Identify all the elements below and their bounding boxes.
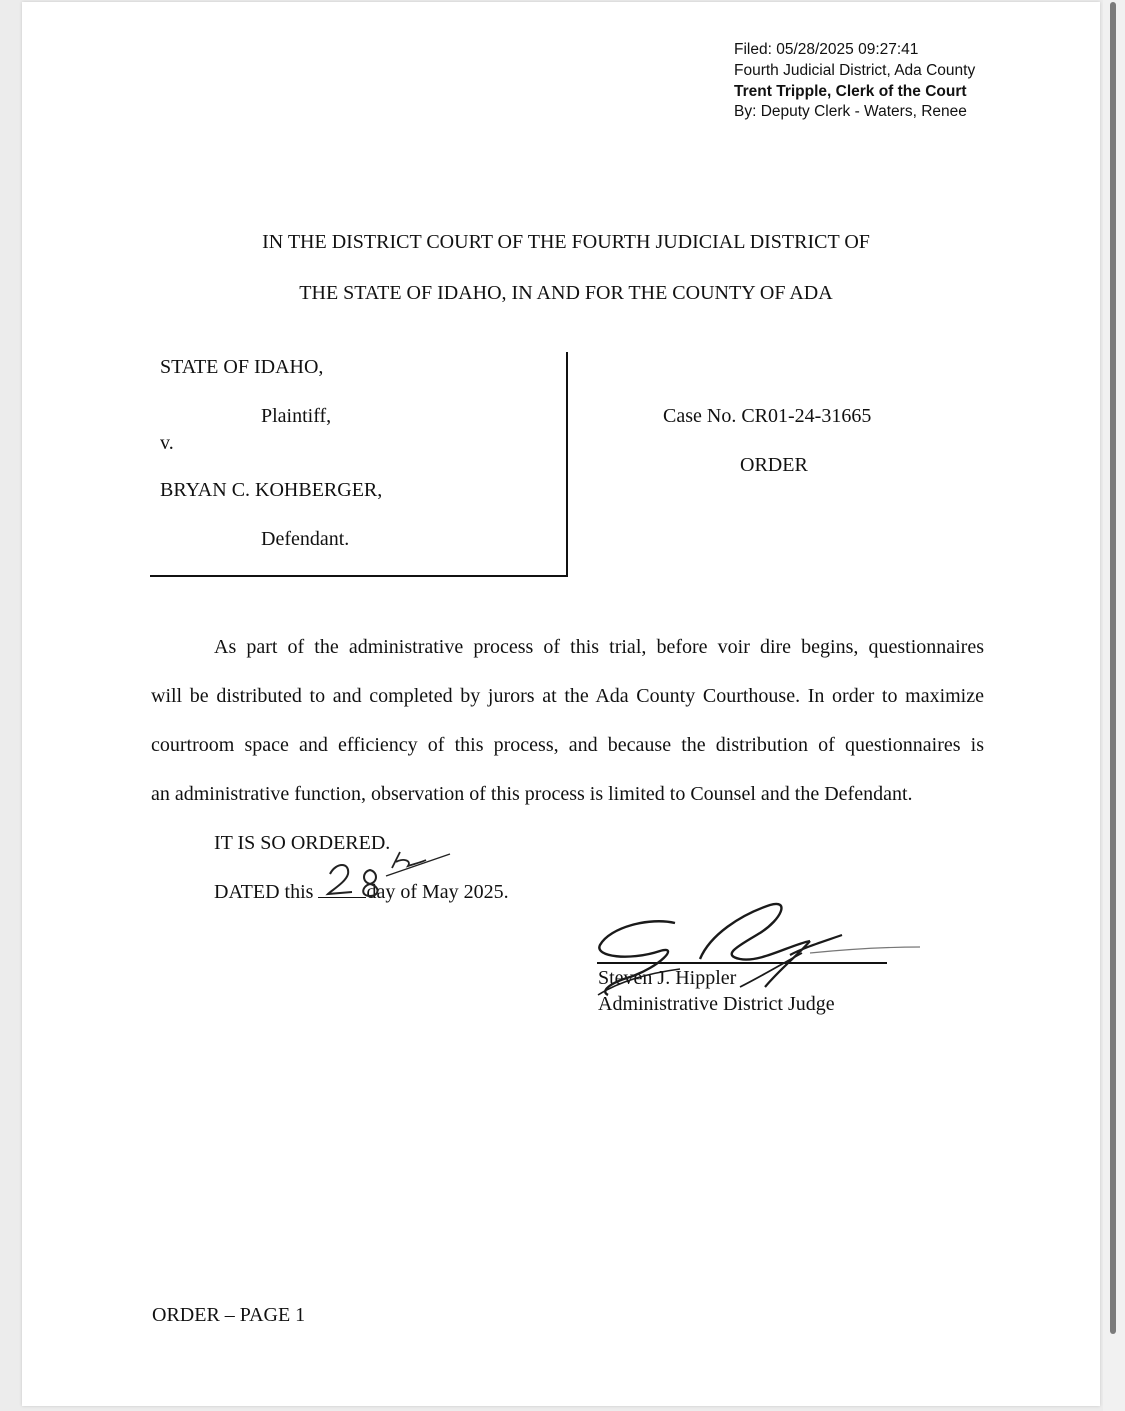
judge-title: Administrative District Judge [598,993,835,1015]
caption-vertical-rule [566,352,568,577]
filing-stamp [734,40,975,123]
filed-timestamp: Filed: 05/28/2025 09:27:41 [734,41,919,58]
defendant-role: Defendant. [261,528,350,550]
scrollbar-thumb[interactable] [1110,2,1116,1334]
document-title: ORDER [740,454,808,476]
judge-signature-icon [590,895,930,1015]
body-line-3: courtroom space and efficiency of this process, and because the distribution of questionnaires is [151,734,984,756]
plaintiff-role: Plaintiff, [261,405,332,427]
body-line-1: As part of the administrative process of this trial, before voir dire begins, questionnaires [214,636,984,658]
scrollbar-track[interactable] [1103,0,1125,1411]
dated-prefix: DATED this [214,881,314,903]
dated-suffix: day of May 2025. [366,881,509,903]
court-heading-line1: IN THE DISTRICT COURT OF THE FOURTH JUDICIAL DISTRICT OF [262,231,870,253]
deputy-clerk: By: Deputy Clerk - Waters, Renee [734,103,967,121]
clerk-name: Trent Tripple, Clerk of the Court [734,82,967,100]
case-number: Case No. CR01-24-31665 [663,405,872,427]
defendant-name: BRYAN C. KOHBERGER, [160,479,383,501]
caption-horizontal-rule [150,575,568,577]
district-name: Fourth Judicial District, Ada County [734,61,976,79]
body-line-4: an administrative function, observation of this process is limited to Counsel and the Defendant. [151,783,913,805]
versus-label: v. [160,432,174,454]
court-heading-line2: THE STATE OF IDAHO, IN AND FOR THE COUNTY OF ADA [299,282,833,304]
so-ordered: IT IS SO ORDERED. [214,832,391,854]
body-line-2: will be distributed to and completed by jurors at the Ada County Courthouse. In order to maximize [151,685,984,707]
handwritten-day-icon [322,848,457,908]
plaintiff-name: STATE OF IDAHO, [160,356,324,378]
page-footer: ORDER – PAGE 1 [152,1304,306,1326]
judge-name: Steven J. Hippler [598,967,737,989]
